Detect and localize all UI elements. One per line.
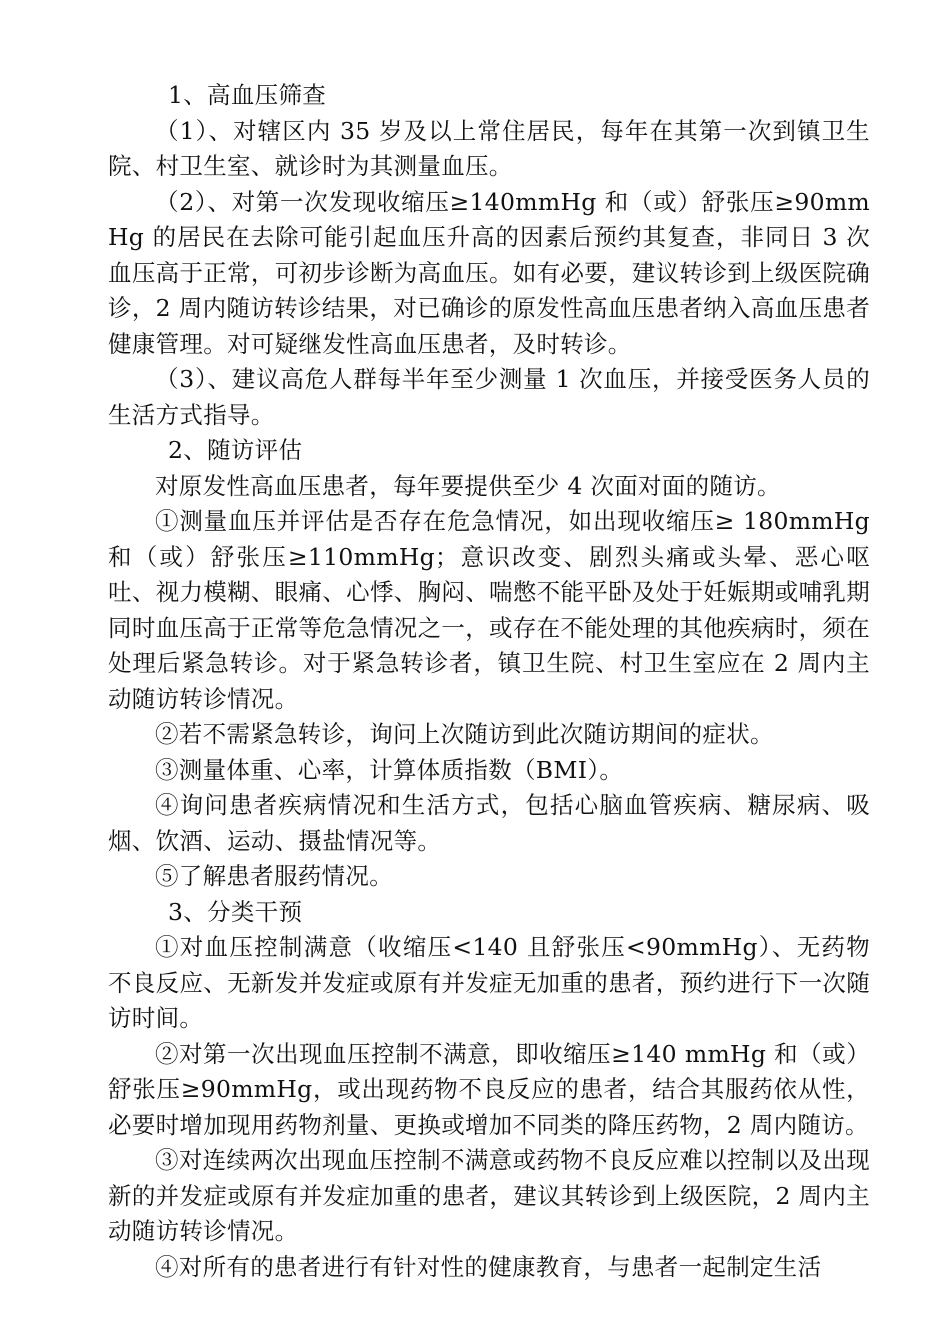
paragraph-intervention-2: ②对第一次出现血压控制不满意，即收缩压≥140 mmHg 和（或）舒张压≥90mmHg，或出现药物不良反应的患者，结合其服药依从性，必要时增加现用药物剂量、更换或增加不同类的降压药物，2 周内随访。 <box>108 1039 870 1139</box>
section-heading-followup: 2、随访评估 <box>168 436 303 464</box>
paragraph-screening-1: （1）、对辖区内 35 岁及以上常住居民，每年在其第一次到镇卫生院、村卫生室、就诊时为其测量血压。 <box>108 116 870 180</box>
document-body <box>108 78 870 1285</box>
paragraph-screening-2: （2）、对第一次发现收缩压≥140mmHg 和（或）舒张压≥90mmHg 的居民在去除可能引起血压升高的因素后预约其复查，非同日 3 次血压高于正常，可初步诊断为高血压。如有必要，建议转诊到上级医院确诊，2 周内随访转诊结果，对已确诊的原发性高血压患者纳入高血压患者健康管理。对可疑继发性高血压患者，及时转诊。 <box>108 187 870 358</box>
section-heading-intervention: 3、分类干预 <box>168 897 303 926</box>
paragraph-intervention-1: ①对血压控制满意（收缩压<140 且舒张压<90mmHg）、无药物不良反应、无新发并发症或原有并发症无加重的患者，预约进行下一次随访时间。 <box>108 933 870 1032</box>
paragraph-followup-intro: 对原发性高血压患者，每年要提供至少 4 次面对面的随访。 <box>155 471 781 500</box>
paragraph-intervention-3: ③对连续两次出现血压控制不满意或药物不良反应难以控制以及出现新的并发症或原有并发症加重的患者，建议其转诊到上级医院，2 周内主动随访转诊情况。 <box>108 1146 870 1245</box>
paragraph-followup-3: ③测量体重、心率，计算体质指数（BMI）。 <box>155 755 624 784</box>
paragraph-followup-2: ②若不需紧急转诊，询问上次随访到此次随访期间的症状。 <box>155 720 774 748</box>
paragraph-screening-3: （3）、建议高危人群每半年至少测量 1 次血压，并接受医务人员的生活方式指导。 <box>108 365 870 429</box>
paragraph-followup-4: ④询问患者疾病情况和生活方式，包括心脑血管疾病、糖尿病、吸烟、饮酒、运动、摄盐情况等。 <box>108 791 870 855</box>
paragraph-intervention-4: ④对所有的患者进行有针对性的健康教育，与患者一起制定生活 <box>155 1252 822 1281</box>
section-heading-screening: 1、高血压筛查 <box>168 81 327 109</box>
paragraph-followup-5: ⑤了解患者服药情况。 <box>155 862 393 890</box>
paragraph-followup-1: ①测量血压并评估是否存在危急情况，如出现收缩压≥ 180mmHg 和（或）舒张压≥110mmHg；意识改变、剧烈头痛或头晕、恶心呕吐、视力模糊、眼痛、心悸、胸闷、喘憋不能平卧及处于妊娠期或哺乳期同时血压高于正常等危急情况之一，或存在不能处理的其他疾病时，须在处理后紧急转诊。对于紧急转诊者，镇卫生院、村卫生室应在 2 周内主动随访转诊情况。 <box>108 507 870 713</box>
